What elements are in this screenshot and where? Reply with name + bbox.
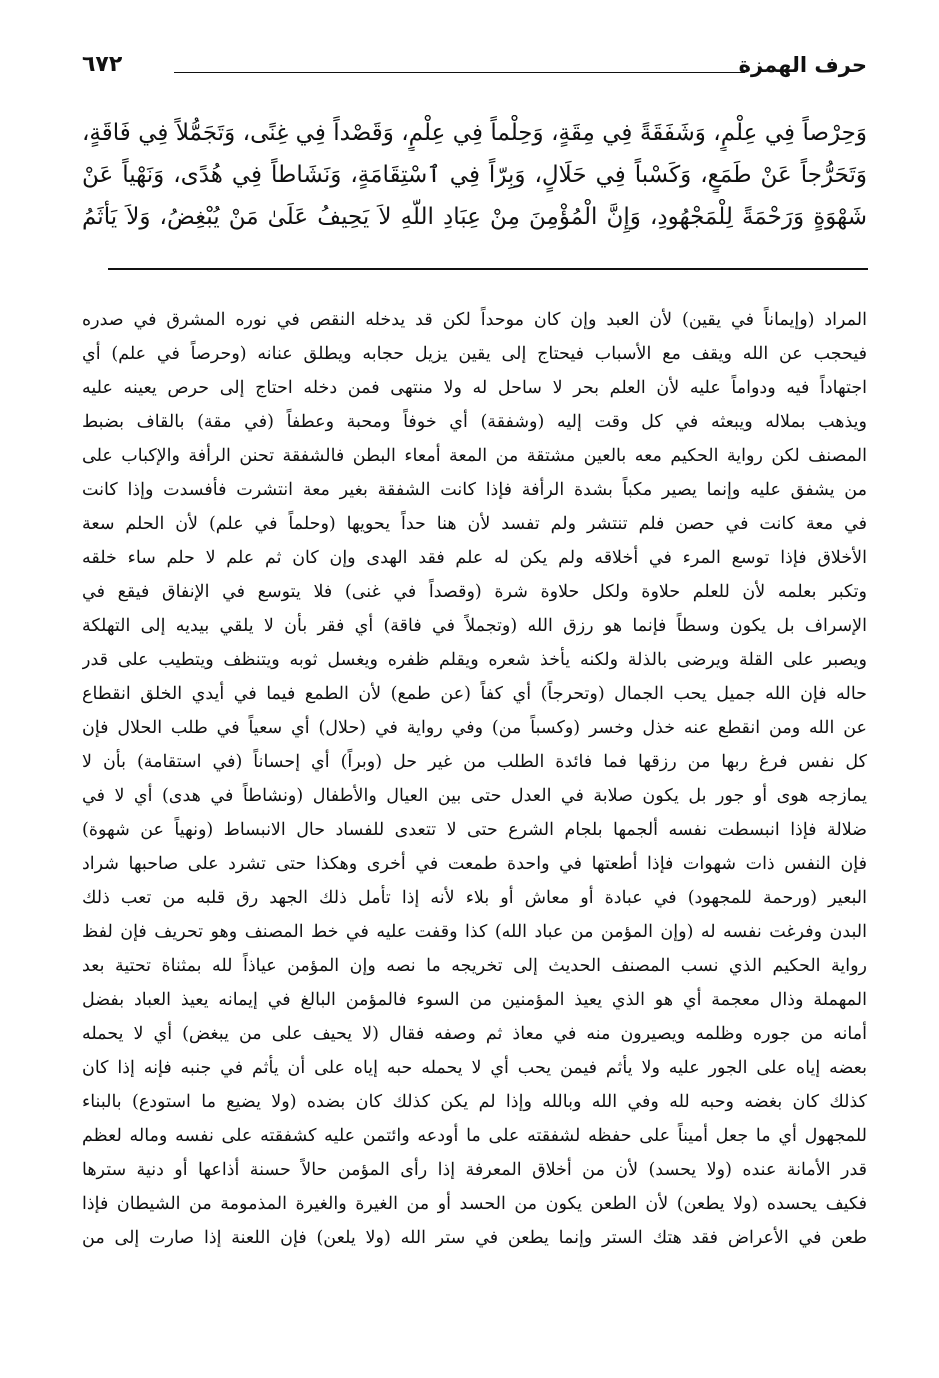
running-title: حرف الهمزة	[738, 53, 867, 77]
hadith-line: وَحِرْصاً فِي عِلْمٍ، وَشَفَقَةً فِي مِقَةٍ، وَحِلْماً فِي عِلْمٍ، وَقَصْداً فِي غِنًى، وَتَجَمُّلاً فِي فَاقَةٍ،	[82, 120, 867, 146]
commentary-line: قدر الأمانة عنده (ولا يحسد) لأن من أخلاق المعرفة إذا رأى المؤمن حالاً حسنة أذاعها أو دنية سترها	[82, 1160, 867, 1180]
page-header	[82, 50, 867, 86]
commentary-line: فيحجب عن الله ويقف مع الأسباب فيحتاج إلى يقين يزيل حجابه ويطلق عنانه (وحرصاً في علم) أي	[82, 344, 867, 364]
commentary-line: وتكبر بعلمه لأن للعلم حلاوة ولكل حلاوة شرة (وقصداً في غنى) فلا يتوسع في الإنفاق فيقع في	[82, 582, 867, 602]
commentary-line: البعير (ورحمة للمجهود) في عبادة أو معاش أو بلاء لأنه إذا تأمل ذلك الجهد رق قلبه من تعب ذلك	[82, 888, 867, 908]
section-divider	[108, 268, 868, 270]
commentary-line: ضلالة فإذا انبسطت نفسه ألجمها بلجام الشرع حتى لا تتعدى للفساد حال الانبساط (ونهياً عن شهوة)	[82, 820, 867, 840]
commentary-line: المراد (وإيماناً في يقين) لأن العبد وإن كان موحداً لكن قد يدخله النقص في نوره المشرق في صدره	[82, 310, 867, 330]
commentary-line: ويذهب بملاله ويبعثه في كل وقت إليه (وشفقة) أي خوفاً ومحبة وعطفاً (في مقة) بالقاف بضبط	[82, 412, 867, 432]
header-rule	[174, 72, 745, 73]
commentary-line: المصنف لكن رواية الحكيم معه بالعين مشتقة من المعة أمعاء البطن فالشفقة تحنن الرأفة والإكباب على	[82, 446, 867, 466]
page-number: ٦٧٢	[82, 52, 123, 77]
commentary-line: اجتهاداً فيه ودواماً عليه لأن العلم بحر لا ساحل له ولا منتهى فمن دخله احتاج إلى حرص يعينه عليه	[82, 378, 867, 398]
commentary-line: الإسراف بل يكون وسطاً فإنما هو رزق الله (وتجملاً في فاقة) أي فقر بأن لا يلقي بيديه إلى التهلكة	[82, 616, 867, 636]
commentary-line: فإن النفس ذات شهوات فإذا أطعتها في واحدة طمعت في أخرى وهكذا حتى تشرد على صاحبها شراد	[82, 854, 867, 874]
commentary-line: أمانه من جوره وظلمه ويصيرون منه في معاذ ثم وصفه فقال (لا يحيف على من يبغض) أي لا يحمله	[82, 1024, 867, 1044]
commentary-line: رواية الحكيم الذي نسب المصنف الحديث إلى تخريجه ما نصه وإن المؤمن عياذاً لله بمثناة تحتية بعد	[82, 956, 867, 976]
commentary-line: من يشفق عليه وإنما يصير مكباً بشدة الرأفة فإذا كانت الشفقة بغير معة انتشرت فأفسدت وإذا كانت	[82, 480, 867, 500]
commentary-line: ويصبر على القلة ويرضى بالذلة ولكنه يأخذ شعره ويقلم ظفره ويغسل ثوبه ويتنظف ويتطيب على قدر	[82, 650, 867, 670]
commentary-line: للمجهول أي ما جعل أميناً على حفظه لشفقته على ما أودعه وائتمن عليه كشفقته على نفسه وماله لعظم	[82, 1126, 867, 1146]
commentary-text	[82, 304, 867, 1256]
commentary-line: حاله فإن الله جميل يحب الجمال (وتحرجاً) أي كفاً (عن طمع) لأن الطمع فيما في أيدي الخلق انقطاع	[82, 684, 867, 704]
commentary-line: يمازجه هوى أو جور بل يكون صلابة في العدل حتى بين العيال والأطفال (ونشاطاً في هدى) أي لا في	[82, 786, 867, 806]
commentary-line: كل نفس فرغ ربها من رزقها فما فائدة الطلب من غير حل (وبراً) أي إحساناً (في استقامة) بأن لا	[82, 752, 867, 772]
commentary-line: طعن في الأعراض فقد هتك الستر وإنما يطعن في ستر الله (ولا يلعن) فإن اللعنة إذا صارت إلى من	[82, 1228, 867, 1248]
commentary-line: في معة كانت في حصن فلم تنتشر ولم تفسد لأن هنا حداً يحويها (وحلماً في علم) لأن الحلم سعة	[82, 514, 867, 534]
commentary-line: عن الله ومن انقطع عنه خذل وخسر (وكسباً من) وفي رواية في (حلال) أي سعياً في طلب الحلال فإن	[82, 718, 867, 738]
commentary-line: البدن وفرغت نفسه له (وإن المؤمن من عباد الله) كذا وقفت عليه في خط المصنف وهو تحريف فإن لفظ	[82, 922, 867, 942]
commentary-line: بعضه إياه على الجور عليه ولا يأثم فيمن يحب أي لا يحمله حبه إياه على أن يأثم في جنبه فإنه إذا كان	[82, 1058, 867, 1078]
hadith-text	[82, 115, 867, 241]
commentary-line: فكيف يحسده (ولا يطعن) لأن الطعن يكون من الحسد أو من الغيرة والغيرة المذمومة من الشيطان فإذا	[82, 1194, 867, 1214]
commentary-line: المهملة وذال معجمة أي هو الذي يعيذ المؤمنين من السوء فالمؤمن البالغ في إيمانه يعيذ العباد بفضل	[82, 990, 867, 1010]
commentary-line: الأخلاق فإذا توسع المرء في أخلاقه ولم يكن له علم فقد الهدى وإن كان ثم علم لا حلم ساء خلقه	[82, 548, 867, 568]
commentary-line: كذلك كان بغضه وحبه لله وفي الله وبالله وإذا لم يكن كذلك كان بضده (ولا يضيع ما استودع) بالبناء	[82, 1092, 867, 1112]
hadith-line: وَتَحَرُّجاً عَنْ طَمَعٍ، وَكَسْباً فِي حَلَالٍ، وَبِرّاً فِي ٱسْتِقَامَةٍ، وَنَشَاطاً فِي هُدًى، وَنَهْياً عَنْ	[82, 162, 867, 188]
hadith-line: شَهْوَةٍ وَرَحْمَةً لِلْمَجْهُودِ، وَإِنَّ الْمُؤْمِنَ مِنْ عِبَادِ اللَّهِ لاَ يَحِيفُ عَلَىٰ مَنْ يُبْغِضُ، وَلاَ يَأْثَمُ	[82, 204, 867, 230]
